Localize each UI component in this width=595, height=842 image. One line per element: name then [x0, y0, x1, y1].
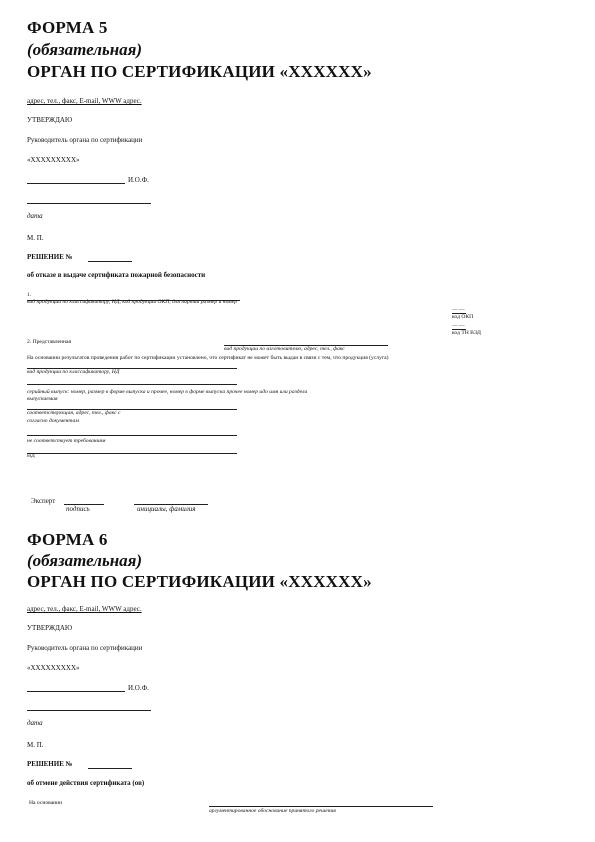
form6-basis: На основании: [29, 800, 63, 806]
form5-decision-number-line: [88, 261, 132, 262]
form5-address: адрес, тел., факс, E-mail, WWW адрес.: [27, 97, 142, 105]
form5-code-tn: код ТН ВЭД: [452, 330, 481, 336]
form5-fio: И.О.Ф.: [128, 176, 149, 184]
form5-org: ОРГАН ПО СЕРТИФИКАЦИИ «XXXXXX»: [27, 62, 372, 81]
form5-line-c: соответствующая, адрес, тел., факс с: [27, 410, 121, 416]
form5-item2: 2. Представленная: [27, 339, 72, 345]
form6-title: ФОРМА 6: [27, 530, 108, 549]
form5-item2-caption: вид продукции по изготовителю, адрес, тел., факс: [224, 346, 345, 352]
form5-item1-num: 1.: [27, 292, 32, 298]
form5-line-e-rule: [27, 453, 237, 454]
form5-item1-caption: вид продукции по классификатору, НД, код продукции ОКП, для партии размер и номер: [27, 299, 238, 305]
form5-approve: УТВЕРЖДАЮ: [27, 116, 73, 124]
form5-line-e: НД: [27, 453, 35, 459]
form5-sign-caption: подпись: [66, 505, 90, 513]
form5-stamp: М. П.: [27, 234, 44, 242]
form5-line-d-rule: [27, 435, 237, 436]
form5-line-b: серийный выпуск: номер, размер в форме выпуска и прочее, номер в форме выпуска прочее номер идо имя или раздела: [27, 389, 308, 395]
form5-decision-subject: об отказе в выдаче сертификата пожарной безопасности: [27, 271, 206, 279]
form5-line-c2: согласно документам: [27, 418, 79, 424]
form6-org-quote: «XXXXXXXXX»: [27, 664, 80, 672]
form5-date: дата: [27, 212, 43, 220]
form6-signature-line: [27, 691, 125, 692]
form5-code-okp: код ОКП: [452, 314, 474, 320]
form5-org-quote: «XXXXXXXXX»: [27, 156, 80, 164]
form6-address: адрес, тел., факс, E-mail, WWW адрес.: [27, 605, 142, 613]
form6-basis-caption: аргументированное обоснование принятого решения: [209, 808, 336, 814]
form5-expert: Эксперт: [31, 497, 56, 505]
form6-basis-line: [209, 806, 433, 807]
form6-approve: УТВЕРЖДАЮ: [27, 624, 73, 632]
form5-code-okp-dash: — —: [452, 307, 465, 313]
form6-subtitle: (обязательная): [27, 551, 143, 570]
form5-line-a: вид продукции по классификатору, НД: [27, 369, 120, 375]
form6-decision: РЕШЕНИЕ №: [27, 760, 73, 768]
form5-date-line: [27, 203, 151, 204]
form5-head: Руководитель органа по сертификации: [27, 136, 143, 144]
form5-line-b2: выпускаемая: [27, 396, 58, 402]
form6-date-line: [27, 710, 151, 711]
form5-line-d: не соответствует требованиям: [27, 438, 106, 444]
form5-decision: РЕШЕНИЕ №: [27, 253, 73, 261]
form5-line-b-rule: [27, 384, 237, 385]
form5-initials-caption: инициалы, фамилия: [137, 505, 196, 513]
form6-head: Руководитель органа по сертификации: [27, 644, 143, 652]
form6-date: дата: [27, 719, 43, 727]
form5-subtitle: (обязательная): [27, 40, 143, 59]
form6-fio: И.О.Ф.: [128, 684, 149, 692]
form6-org: ОРГАН ПО СЕРТИФИКАЦИИ «XXXXXX»: [27, 572, 372, 591]
form5-title: ФОРМА 5: [27, 18, 108, 37]
form6-decision-number-line: [88, 768, 132, 769]
form5-code-tn-dash: — —: [452, 323, 465, 329]
form6-stamp: М. П.: [27, 741, 44, 749]
form5-signature-line: [27, 183, 125, 184]
form6-decision-subject: об отмене действия сертификата (ов): [27, 779, 145, 787]
form5-basis: На основании результатов проведения работ по сертификации установлено, что сертификат не может быть выдан в связи с тем, что продукция (услуга): [27, 355, 389, 361]
